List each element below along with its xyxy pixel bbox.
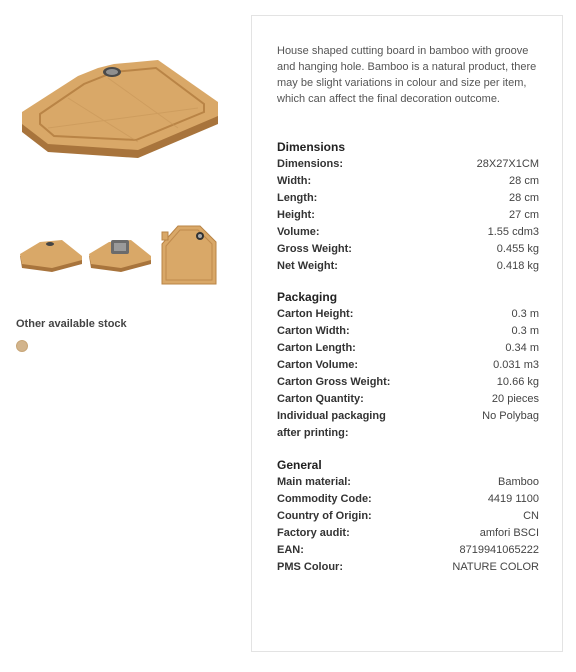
spec-value: NATURE COLOR	[452, 561, 539, 573]
spec-label: Height:	[277, 209, 315, 221]
spec-row	[277, 525, 539, 542]
spec-value: 28X27X1CM	[476, 158, 539, 170]
spec-value: CN	[523, 510, 539, 522]
spec-value: 10.66 kg	[496, 376, 539, 388]
spec-row	[277, 224, 539, 241]
spec-value: 27 cm	[509, 209, 539, 221]
section-title: General	[277, 458, 322, 472]
spec-value: 0.031 m3	[493, 359, 539, 371]
spec-label: Carton Length:	[277, 342, 356, 354]
spec-row	[277, 258, 539, 275]
spec-label: Dimensions:	[277, 158, 344, 170]
spec-row	[277, 542, 539, 559]
product-thumbnail-2[interactable]	[87, 226, 153, 286]
spec-value: Bamboo	[498, 476, 539, 488]
other-stock-label: Other available stock	[16, 318, 127, 330]
spec-label: Gross Weight:	[277, 243, 352, 255]
packaging-section	[277, 289, 539, 442]
product-details-panel	[251, 15, 563, 652]
product-gallery	[0, 0, 250, 672]
spec-row	[277, 357, 539, 374]
color-swatch-nature[interactable]	[16, 340, 28, 352]
spec-value: 0.455 kg	[496, 243, 539, 255]
spec-label: PMS Colour:	[277, 561, 343, 573]
product-description: House shaped cutting board in bamboo with groove and hanging hole. Bamboo is a natural product, there may be slight variations in colour and size per item, which can affect the final decoration outcome.	[277, 45, 537, 105]
spec-value: No Polybag	[482, 410, 539, 422]
spec-value: 0.3 m	[511, 325, 539, 337]
spec-label: Carton Gross Weight:	[277, 376, 391, 388]
spec-label: Individual packaging after printing:	[277, 410, 386, 439]
spec-value: amfori BSCI	[479, 527, 539, 539]
spec-label: Carton Volume:	[277, 359, 359, 371]
spec-value: 28 cm	[509, 175, 539, 187]
spec-row	[277, 156, 539, 173]
spec-label: Country of Origin:	[277, 510, 372, 522]
spec-row	[277, 207, 539, 224]
spec-label: Volume:	[277, 226, 320, 238]
section-title: Dimensions	[277, 140, 346, 154]
spec-value: 8719941065222	[459, 544, 539, 556]
spec-label: Factory audit:	[277, 527, 350, 539]
spec-label: Main material:	[277, 476, 351, 488]
dimensions-section	[277, 139, 539, 275]
spec-label: EAN:	[277, 544, 304, 556]
spec-row	[277, 559, 539, 576]
spec-row	[277, 474, 539, 491]
spec-label: Commodity Code:	[277, 493, 372, 505]
spec-label: Carton Quantity:	[277, 393, 364, 405]
spec-value: 20 pieces	[491, 393, 539, 405]
spec-row	[277, 491, 539, 508]
spec-value: 1.55 cdm3	[487, 226, 539, 238]
general-section	[277, 457, 539, 576]
spec-value: 28 cm	[509, 192, 539, 204]
spec-label: Length:	[277, 192, 318, 204]
product-thumbnail-1[interactable]	[18, 226, 84, 286]
spec-row	[277, 374, 539, 391]
spec-value: 0.3 m	[511, 308, 539, 320]
spec-value: 0.418 kg	[496, 260, 539, 272]
spec-label: Net Weight:	[277, 260, 338, 272]
spec-row	[277, 241, 539, 258]
spec-label: Carton Width:	[277, 325, 350, 337]
spec-label: Carton Height:	[277, 308, 354, 320]
spec-value: 4419 1100	[487, 493, 539, 505]
section-title: Packaging	[277, 290, 338, 304]
spec-row	[277, 306, 539, 323]
spec-row	[277, 173, 539, 190]
product-thumbnail-3[interactable]	[160, 224, 218, 286]
spec-row	[277, 190, 539, 207]
spec-row	[277, 508, 539, 525]
spec-row	[277, 408, 539, 442]
spec-label: Width:	[277, 175, 312, 187]
spec-value: 0.34 m	[505, 342, 539, 354]
product-main-image[interactable]	[18, 58, 223, 168]
spec-row	[277, 340, 539, 357]
spec-row	[277, 391, 539, 408]
spec-row	[277, 323, 539, 340]
